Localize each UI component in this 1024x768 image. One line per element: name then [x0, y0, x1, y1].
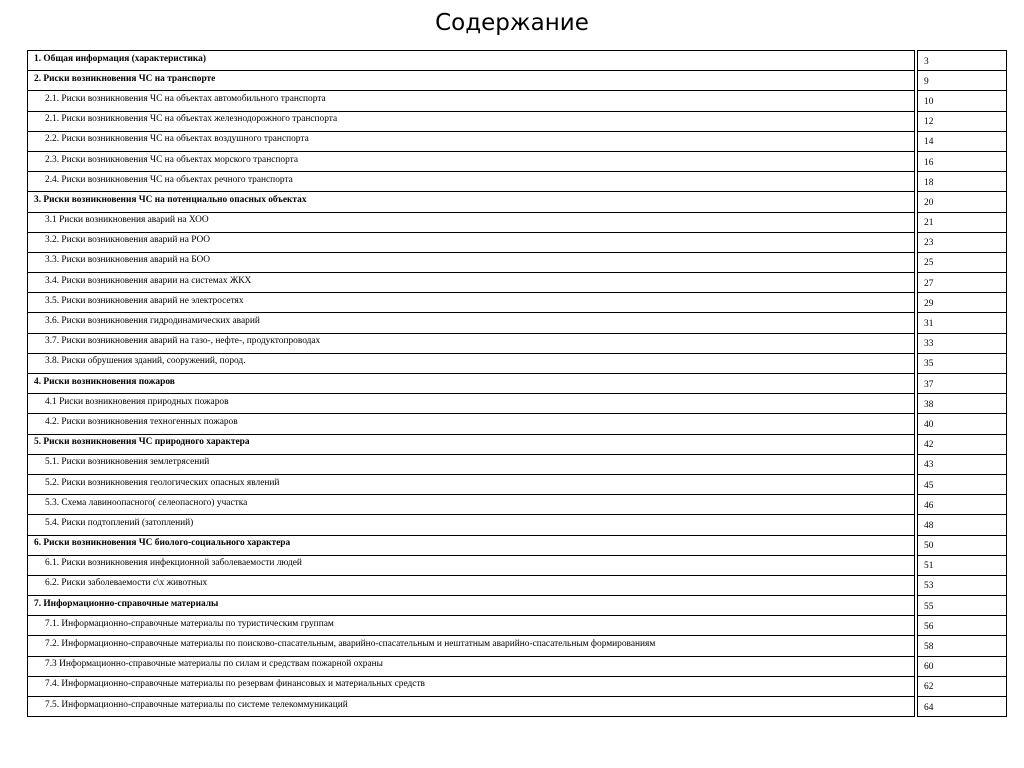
toc-entry-title: 7.1. Информационно-справочные материалы по туристическим группам	[45, 618, 334, 629]
toc-subsection-row	[28, 575, 1007, 595]
toc-entry-title: 3.6. Риски возникновения гидродинамических аварий	[45, 316, 260, 327]
toc-entry-title: 2.4. Риски возникновения ЧС на объектах речного транспорта	[45, 174, 293, 185]
toc-subsection-row	[28, 474, 1007, 494]
toc-entry-title-cell	[28, 515, 915, 535]
toc-entry-title: 5. Риски возникновения ЧС природного характера	[34, 437, 250, 448]
toc-entry-title-cell	[28, 252, 915, 272]
toc-entry-title: 2. Риски возникновения ЧС на транспорте	[34, 73, 216, 84]
toc-page-number-cell	[918, 454, 1007, 474]
toc-subsection-row	[28, 697, 1007, 717]
toc-entry-title-cell	[28, 232, 915, 252]
toc-page-number: 25	[924, 258, 934, 269]
toc-page-number: 18	[924, 177, 934, 188]
toc-page-number-cell	[918, 555, 1007, 575]
toc-entry-title: 3.3. Риски возникновения аварий на БОО	[45, 255, 211, 266]
toc-entry-title: 3.8. Риски обрушения зданий, сооружений, пород.	[45, 356, 246, 367]
toc-entry-title-cell	[28, 414, 915, 434]
toc-page-number: 60	[924, 662, 934, 673]
toc-page-number: 58	[924, 642, 934, 653]
toc-entry-title: 7. Информационно-справочные материалы	[34, 598, 219, 609]
toc-entry-title-cell	[28, 333, 915, 353]
toc-page-number-cell	[918, 434, 1007, 454]
toc-page-number: 3	[924, 56, 929, 67]
toc-entry-title-cell	[28, 616, 915, 636]
toc-entry-title-cell	[28, 474, 915, 494]
toc-subsection-row	[28, 232, 1007, 252]
toc-entry-title-cell	[28, 192, 915, 212]
toc-entry-title-cell	[28, 596, 915, 616]
toc-entry-title-cell	[28, 535, 915, 555]
toc-entry-title: 7.3 Информационно-справочные материалы по силам и средствам пожарной охраны	[45, 659, 383, 670]
toc-page-number: 56	[924, 621, 934, 632]
toc-page-number-cell	[918, 535, 1007, 555]
toc-section-row	[28, 434, 1007, 454]
toc-entry-title: 2.1. Риски возникновения ЧС на объектах автомобильного транспорта	[45, 93, 326, 104]
toc-page-number-cell	[918, 91, 1007, 111]
toc-subsection-row	[28, 454, 1007, 474]
toc-page-number-cell	[918, 111, 1007, 131]
toc-subsection-row	[28, 495, 1007, 515]
toc-page-number-cell	[918, 293, 1007, 313]
toc-subsection-row	[28, 91, 1007, 111]
toc-subsection-row	[28, 414, 1007, 434]
toc-entry-title: 4.2. Риски возникновения техногенных пожаров	[45, 416, 238, 427]
toc-page-number-cell	[918, 374, 1007, 394]
toc-entry-title-cell	[28, 374, 915, 394]
toc-page-number: 42	[924, 440, 934, 451]
toc-entry-title-cell	[28, 555, 915, 575]
toc-entry-title-cell	[28, 434, 915, 454]
toc-page-number-cell	[918, 414, 1007, 434]
toc-entry-title: 2.2. Риски возникновения ЧС на объектах воздушного транспорта	[45, 134, 309, 145]
toc-entry-title-cell	[28, 575, 915, 595]
toc-section-row	[28, 51, 1007, 71]
toc-entry-title-cell	[28, 636, 915, 656]
toc-page-number: 27	[924, 278, 934, 289]
toc-subsection-row	[28, 252, 1007, 272]
toc-entry-title: 6.2. Риски заболеваемости с\х животных	[45, 578, 208, 589]
toc-entry-title-cell	[28, 131, 915, 151]
toc-entry-title: 3. Риски возникновения ЧС на потенциально опасных объектах	[34, 194, 307, 205]
toc-entry-title-cell	[28, 313, 915, 333]
toc-page-number: 12	[924, 117, 934, 128]
toc-entry-title-cell	[28, 697, 915, 717]
toc-page-number-cell	[918, 616, 1007, 636]
toc-subsection-row	[28, 616, 1007, 636]
toc-section-row	[28, 535, 1007, 555]
toc-page-number-cell	[918, 353, 1007, 373]
toc-page-number-cell	[918, 192, 1007, 212]
toc-page-number-cell	[918, 232, 1007, 252]
toc-entry-title-cell	[28, 51, 915, 71]
toc-entry-title: 5.1. Риски возникновения землетрясений	[45, 457, 210, 468]
toc-subsection-row	[28, 394, 1007, 414]
toc-page-number: 9	[924, 76, 929, 87]
toc-entry-title: 5.2. Риски возникновения геологических опасных явлений	[45, 477, 280, 488]
toc-page-number-cell	[918, 474, 1007, 494]
toc-page-number-cell	[918, 71, 1007, 91]
toc-entry-title: 2.1. Риски возникновения ЧС на объектах железнодорожного транспорта	[45, 114, 338, 125]
toc-page-number: 20	[924, 197, 934, 208]
toc-page-number: 29	[924, 298, 934, 309]
toc-entry-title: 3.5. Риски возникновения аварий не электросетях	[45, 295, 244, 306]
toc-section-row	[28, 374, 1007, 394]
toc-subsection-row	[28, 273, 1007, 293]
toc-subsection-row	[28, 111, 1007, 131]
toc-page-number: 38	[924, 399, 934, 410]
toc-entry-title: 5.3. Схема лавиноопасного( селеопасного) участка	[45, 497, 248, 508]
toc-page-number: 16	[924, 157, 934, 168]
page-title: Содержание	[435, 10, 589, 36]
toc-page-number-cell	[918, 596, 1007, 616]
toc-subsection-row	[28, 131, 1007, 151]
toc-table	[27, 50, 1007, 717]
toc-page-number-cell	[918, 697, 1007, 717]
toc-page-number: 62	[924, 682, 934, 693]
toc-entry-title: 5.4. Риски подтоплений (затоплений)	[45, 517, 194, 528]
toc-page-number: 48	[924, 520, 934, 531]
toc-page-number-cell	[918, 51, 1007, 71]
toc-page-number: 35	[924, 359, 934, 370]
toc-entry-title-cell	[28, 71, 915, 91]
toc-page-number: 40	[924, 419, 934, 430]
toc-subsection-row	[28, 293, 1007, 313]
toc-entry-title-cell	[28, 111, 915, 131]
toc-page-number: 31	[924, 319, 934, 330]
toc-entry-title-cell	[28, 151, 915, 171]
toc-subsection-row	[28, 313, 1007, 333]
toc-page-number: 21	[924, 218, 934, 229]
toc-subsection-row	[28, 212, 1007, 232]
toc-page-number-cell	[918, 151, 1007, 171]
toc-entry-title-cell	[28, 454, 915, 474]
toc-entry-title-cell	[28, 91, 915, 111]
toc-entry-title: 3.7. Риски возникновения аварий на газо-, нефте-, продуктопроводах	[45, 336, 321, 347]
toc-entry-title: 4. Риски возникновения пожаров	[34, 376, 175, 387]
toc-page-number-cell	[918, 212, 1007, 232]
toc-entry-title: 7.4. Информационно-справочные материалы по резервам финансовых и материальных средств	[45, 679, 425, 690]
toc-page-number-cell	[918, 273, 1007, 293]
toc-entry-title-cell	[28, 676, 915, 696]
toc-section-row	[28, 596, 1007, 616]
toc-page-number-cell	[918, 172, 1007, 192]
toc-subsection-row	[28, 172, 1007, 192]
toc-entry-title: 7.2. Информационно-справочные материалы по поисково-спасательным, аварийно-спасательным и нештатным аварийно-спасательным формированиям	[45, 639, 656, 650]
toc-page-number: 23	[924, 238, 934, 249]
toc-page-number: 51	[924, 561, 934, 572]
toc-page-number-cell	[918, 495, 1007, 515]
toc-page-number-cell	[918, 252, 1007, 272]
toc-subsection-row	[28, 333, 1007, 353]
toc-subsection-row	[28, 151, 1007, 171]
toc-page-number-cell	[918, 676, 1007, 696]
toc-page-number-cell	[918, 656, 1007, 676]
toc-page-number: 43	[924, 460, 934, 471]
toc-page-number-cell	[918, 636, 1007, 656]
toc-page-number: 37	[924, 379, 934, 390]
toc-entry-title-cell	[28, 293, 915, 313]
toc-section-row	[28, 71, 1007, 91]
toc-subsection-row	[28, 676, 1007, 696]
toc-body	[28, 51, 1007, 717]
toc-entry-title-cell	[28, 656, 915, 676]
toc-page-number: 64	[924, 702, 934, 713]
toc-subsection-row	[28, 353, 1007, 373]
toc-entry-title: 7.5. Информационно-справочные материалы по системе телекоммуникаций	[45, 699, 348, 710]
toc-entry-title-cell	[28, 172, 915, 192]
toc-entry-title-cell	[28, 353, 915, 373]
toc-page-number: 46	[924, 500, 934, 511]
toc-page-number: 53	[924, 581, 934, 592]
toc-subsection-row	[28, 555, 1007, 575]
toc-entry-title: 6.1. Риски возникновения инфекционной заболеваемости людей	[45, 558, 302, 569]
toc-entry-title: 3.1 Риски возникновения аварий на ХОО	[45, 215, 209, 226]
toc-entry-title-cell	[28, 212, 915, 232]
toc-page-number: 14	[924, 137, 934, 148]
toc-page-number: 45	[924, 480, 934, 491]
toc-subsection-row	[28, 656, 1007, 676]
toc-entry-title: 2.3. Риски возникновения ЧС на объектах морского транспорта	[45, 154, 299, 165]
toc-section-row	[28, 192, 1007, 212]
toc-page-number-cell	[918, 333, 1007, 353]
toc-subsection-row	[28, 636, 1007, 656]
toc-page-number-cell	[918, 131, 1007, 151]
toc-page-number-cell	[918, 313, 1007, 333]
toc-page-number: 55	[924, 601, 934, 612]
toc-page-number-cell	[918, 394, 1007, 414]
toc-page-number: 50	[924, 541, 934, 552]
toc-page-number-cell	[918, 515, 1007, 535]
toc-entry-title: 3.2. Риски возникновения аварий на РОО	[45, 235, 211, 246]
toc-subsection-row	[28, 515, 1007, 535]
toc-page-number: 10	[924, 96, 934, 107]
toc-entry-title: 3.4. Риски возникновения аварии на системах ЖКХ	[45, 275, 252, 286]
toc-entry-title-cell	[28, 495, 915, 515]
toc-entry-title: 6. Риски возникновения ЧС биолого-социального характера	[34, 538, 291, 549]
toc-page-number-cell	[918, 575, 1007, 595]
toc-entry-title-cell	[28, 273, 915, 293]
toc-entry-title-cell	[28, 394, 915, 414]
toc-entry-title: 1. Общая информация (характеристика)	[34, 53, 206, 64]
toc-page-number: 33	[924, 339, 934, 350]
toc-entry-title: 4.1 Риски возникновения природных пожаров	[45, 396, 229, 407]
